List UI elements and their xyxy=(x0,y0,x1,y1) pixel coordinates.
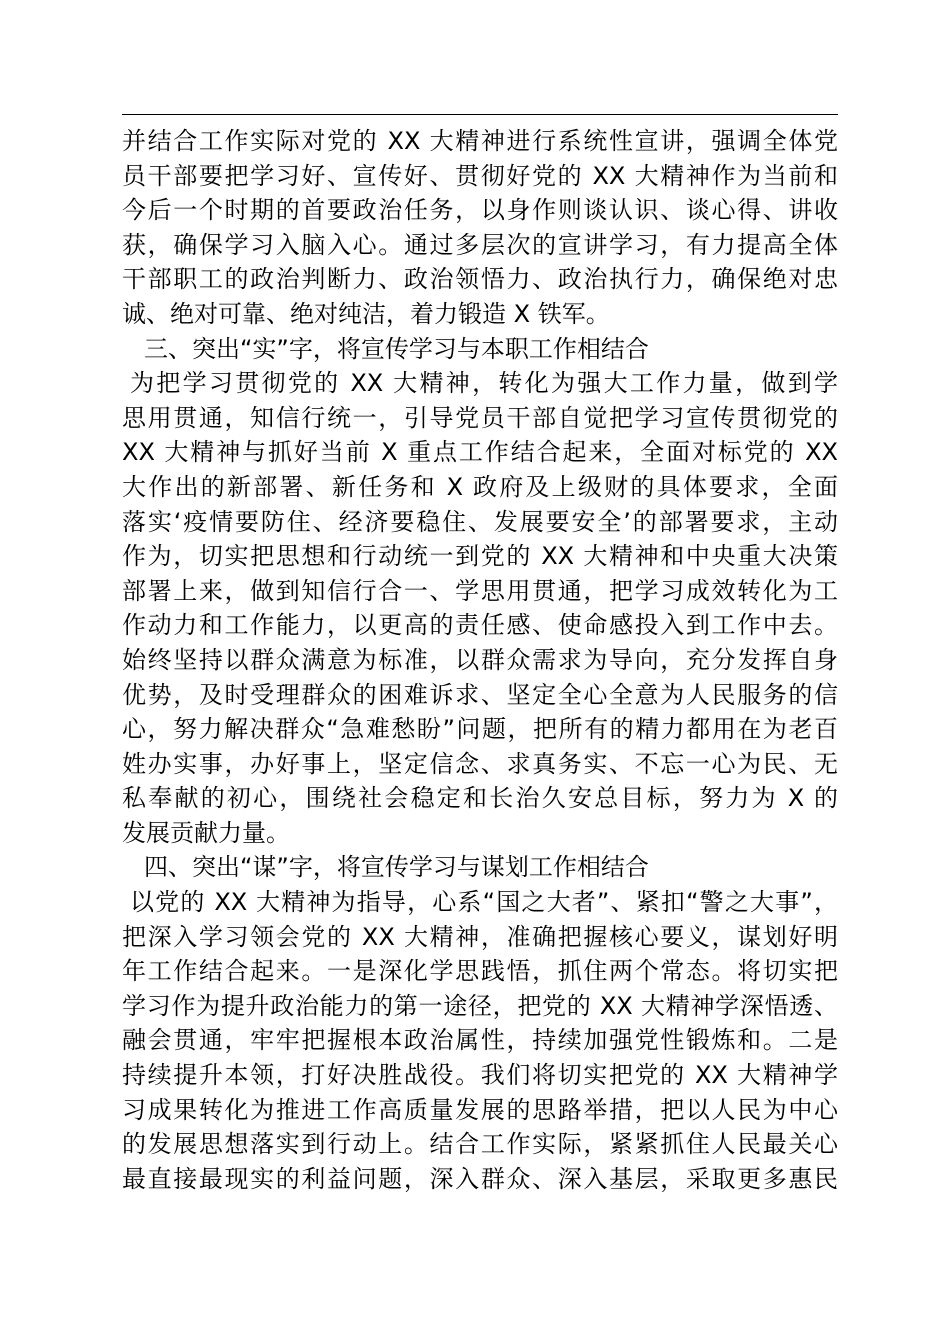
text-line: 员干部要把学习好、宣传好、贯彻好党的 XX 大精神作为当前和 xyxy=(122,161,838,190)
section-heading-3: 三、突出“实”字，将宣传学习与本职工作相结合 xyxy=(144,334,649,363)
document-body xyxy=(122,124,838,1196)
text-line: 今后一个时期的首要政治任务，以身作则谈认识、谈心得、讲收 xyxy=(122,196,838,225)
text-line: 并结合工作实际对党的 XX 大精神进行系统性宣讲，强调全体党 xyxy=(122,127,838,155)
text-line: 把深入学习领会党的 XX 大精神，准确把握核心要义，谋划好明 xyxy=(122,922,838,951)
text-line: 获，确保学习入脑入心。通过多层次的宣讲学习，有力提高全体 xyxy=(122,230,838,259)
text-line: 诚、绝对可靠、绝对纯洁，着力锻造 X 铁军。 xyxy=(122,299,610,328)
section-heading-4: 四、突出“谋”字，将宣传学习与谋划工作相结合 xyxy=(144,853,649,882)
text-line: XX 大精神与抓好当前 X 重点工作结合起来，全面对标党的 XX xyxy=(122,438,838,467)
text-line: 始终坚持以群众满意为标准，以群众需求为导向，充分发挥自身 xyxy=(122,645,838,674)
text-line: 作动力和工作能力，以更高的责任感、使命感投入到工作中去。 xyxy=(122,611,838,640)
header-rule xyxy=(122,114,838,115)
text-line: 持续提升本领，打好决胜战役。我们将切实把党的 XX 大精神学 xyxy=(122,1061,838,1090)
text-line: 部署上来，做到知信行合一、学思用贯通，把学习成效转化为工 xyxy=(122,576,838,605)
text-line: 习成果转化为推进工作高质量发展的思路举措，把以人民为中心 xyxy=(122,1095,838,1124)
text-line: 为把学习贯彻党的 XX 大精神，转化为强大工作力量，做到学 xyxy=(130,369,838,398)
text-line: 大作出的新部署、新任务和 X 政府及上级财的具体要求，全面 xyxy=(122,472,838,501)
text-line: 的发展思想落实到行动上。结合工作实际，紧紧抓住人民最关心 xyxy=(122,1130,838,1159)
text-line: 私奉献的初心，围绕社会稳定和长治久安总目标，努力为 X 的 xyxy=(122,784,838,813)
text-line: 思用贯通，知信行统一，引导党员干部自觉把学习宣传贯彻党的 xyxy=(122,403,838,432)
text-line: 年工作结合起来。一是深化学思践悟，抓住两个常态。将切实把 xyxy=(122,957,838,986)
text-line: 融会贯通，牢牢把握根本政治属性，持续加强党性锻炼和。二是 xyxy=(122,1026,838,1055)
text-line: 落实‘疫情要防住、经济要稳住、发展要安全’的部署要求，主动 xyxy=(122,507,838,536)
text-line: 学习作为提升政治能力的第一途径，把党的 XX 大精神学深悟透、 xyxy=(122,991,838,1020)
text-line: 心，努力解决群众“急难愁盼”问题，把所有的精力都用在为老百 xyxy=(122,715,838,744)
text-line: 姓办实事，办好事上，坚定信念、求真务实、不忘一心为民、无 xyxy=(122,749,838,778)
text-line: 以党的 XX 大精神为指导，心系“国之大者”、紧扣“警之大事”， xyxy=(130,888,838,917)
text-line: 发展贡献力量。 xyxy=(122,818,290,847)
text-line: 干部职工的政治判断力、政治领悟力、政治执行力，确保绝对忠 xyxy=(122,265,838,294)
text-line: 优势，及时受理群众的困难诉求、坚定全心全意为人民服务的信 xyxy=(122,680,838,709)
text-line: 最直接最现实的利益问题，深入群众、深入基层，采取更多惠民 xyxy=(122,1164,838,1193)
text-line: 作为，切实把思想和行动统一到党的 XX 大精神和中央重大决策 xyxy=(122,542,838,571)
